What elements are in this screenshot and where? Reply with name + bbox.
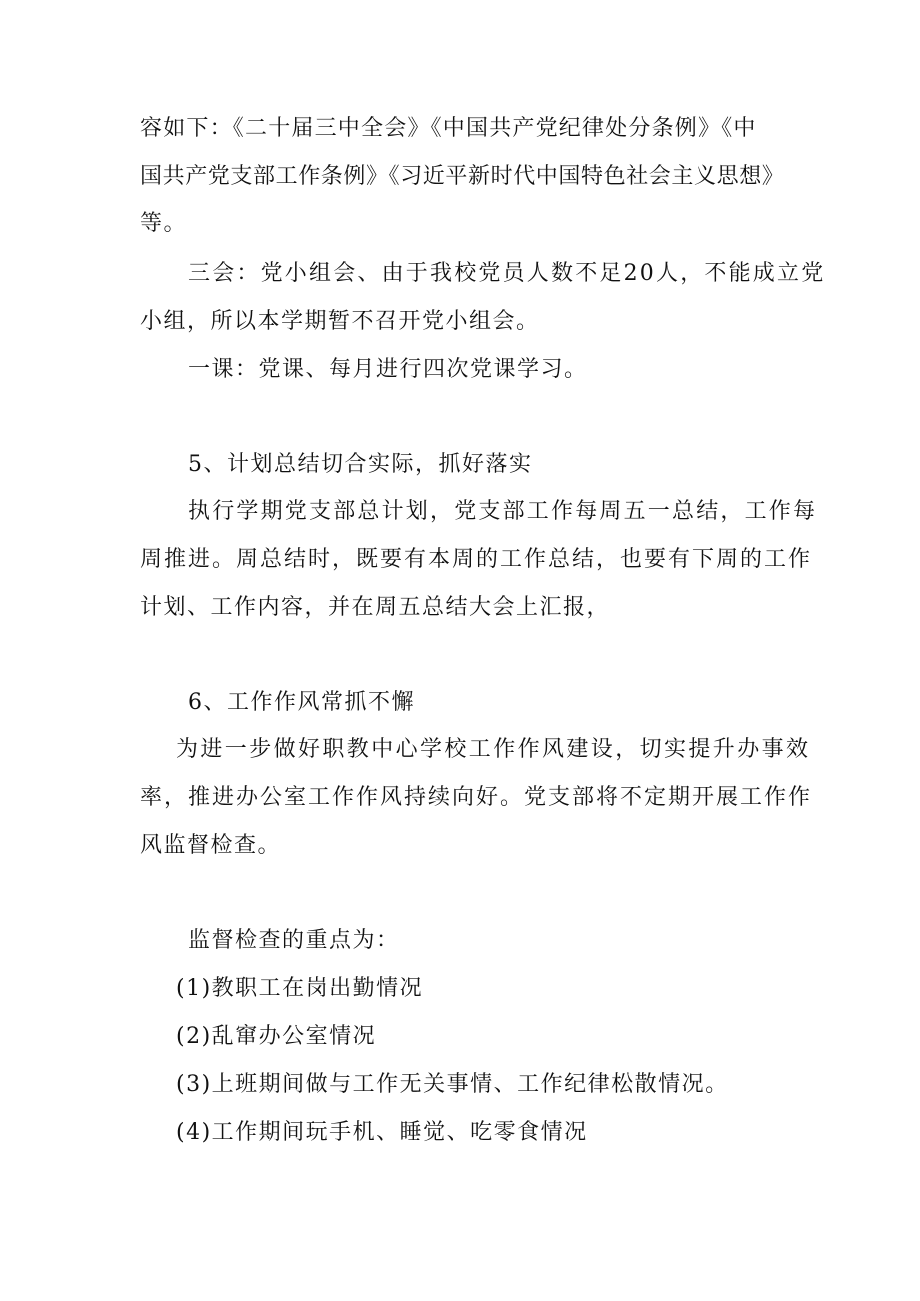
paragraph-line: 三会：党小组会、由于我校党员人数不足20人，不能成立党 <box>188 261 826 286</box>
paragraph-line: 率，推进办公室工作作风持续向好。党支部将不定期开展工作作 <box>140 785 813 810</box>
paragraph-line: 执行学期党支部总计划，党支部工作每周五一总结，工作每 <box>188 499 818 524</box>
paragraph-line: 国共产党支部工作条例》《习近平新时代中国特色社会主义思想》 <box>140 164 785 189</box>
inspection-item: (2)乱窜办公室情况 <box>176 1024 377 1049</box>
paragraph-line: 为进一步做好职教中心学校工作作风建设，切实提升办事效 <box>176 737 811 762</box>
paragraph-line: 等。 <box>140 211 188 236</box>
paragraph-line: 计划、工作内容，并在周五总结大会上汇报， <box>140 595 611 620</box>
inspection-item: (1)教职工在岗出勤情况 <box>176 976 424 1001</box>
paragraph-line: 容如下：《二十届三中全会》《中国共产党纪律处分条例》《中 <box>140 116 757 141</box>
paragraph-line: 小组，所以本学期暂不召开党小组会。 <box>140 309 540 334</box>
paragraph-line: 周推进。周总结时，既要有本周的工作总结，也要有下周的工作 <box>140 547 813 572</box>
section-heading: 5、计划总结切合实际，抓好落实 <box>188 452 533 477</box>
paragraph-line: 一课：党课、每月进行四次党课学习。 <box>188 357 588 382</box>
inspection-item: (3)上班期间做与工作无关事情、工作纪律松散情况。 <box>176 1072 729 1097</box>
paragraph-line: 风监督检查。 <box>140 833 282 858</box>
inspection-intro: 监督检查的重点为： <box>188 928 400 953</box>
section-heading: 6、工作作风常抓不懈 <box>188 690 415 715</box>
inspection-item: (4)工作期间玩手机、睡觉、吃零食情况 <box>176 1120 588 1145</box>
